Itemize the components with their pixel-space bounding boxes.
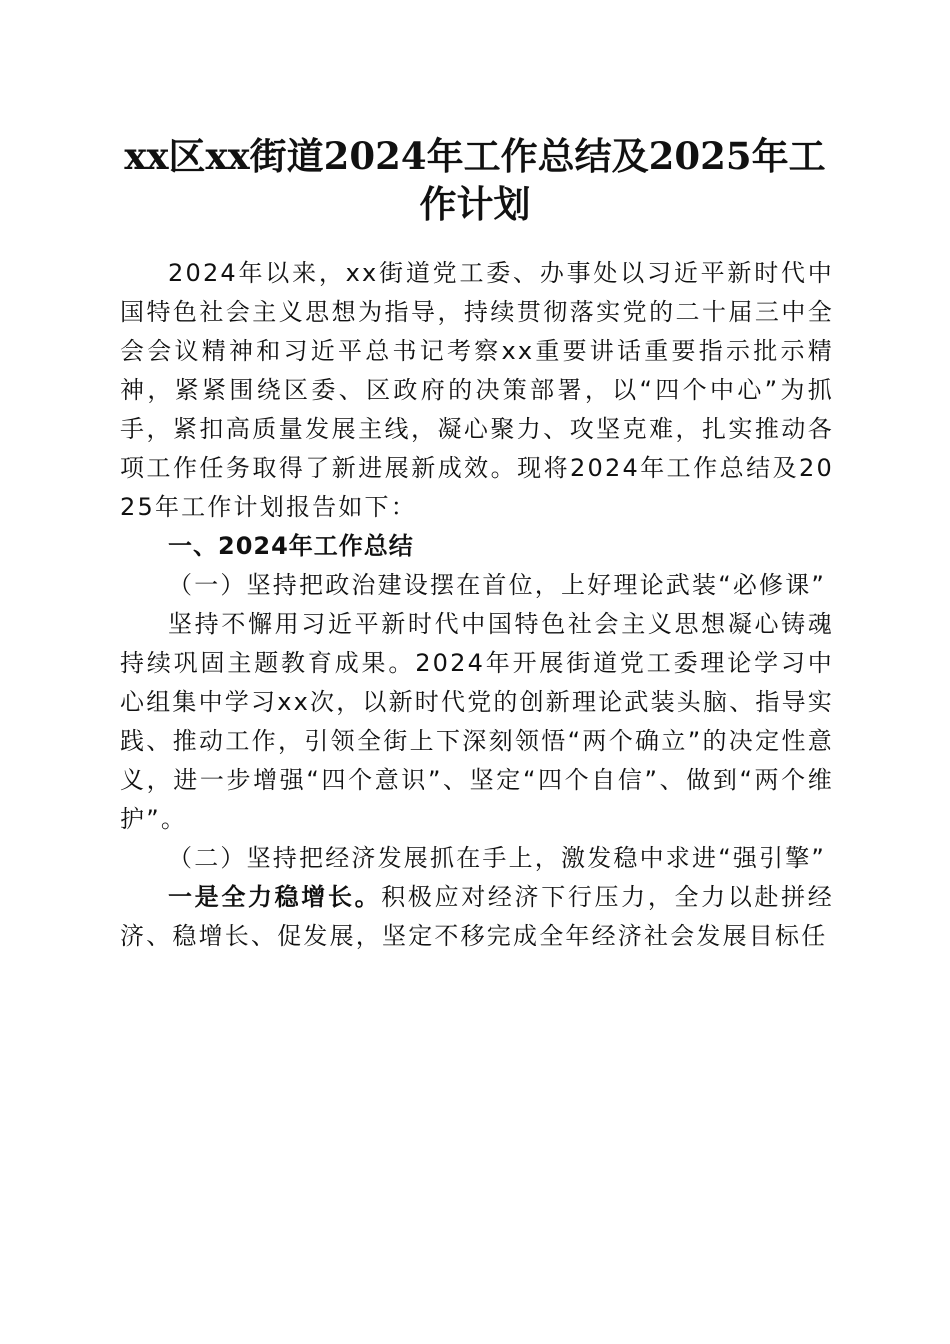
subsection-heading: （一）坚持把政治建设摆在首位，上好理论武装“必修课” — [168, 571, 827, 599]
document-body — [120, 254, 834, 956]
subsection-heading: （二）坚持把经济发展抓在手上，激发稳中求进“强引擎” — [168, 844, 827, 872]
paragraph-lead: 一是全力稳增长。 — [168, 883, 382, 911]
section-heading: 一、2024年工作总结 — [168, 532, 414, 560]
document-title: xx区xx街道2024年工作总结及2025年工作计划 — [124, 134, 826, 226]
subsection-paragraph: 坚持不懈用习近平新时代中国特色社会主义思想凝心铸魂持续巩固主题教育成果。2024年开展街道党工委理论学习中心组集中学习xx次，以新时代党的创新理论武装头脑、指导实践、推动工作，引领全街上下深刻领悟“两个确立”的决定性意义，进一步增强“四个意识”、坚定“四个自信”、做到“两个维护”。 — [120, 610, 835, 833]
intro-paragraph: 2024年以来，xx街道党工委、办事处以习近平新时代中国特色社会主义思想为指导，持续贯彻落实党的二十届三中全会会议精神和习近平总书记考察xx重要讲话重要指示批示精神，紧紧围绕区委、区政府的决策部署，以“四个中心”为抓手，紧扣高质量发展主线，凝心聚力、攻坚克难，扎实推动各项工作任务取得了新进展新成效。现将2024年工作总结及2025年工作计划报告如下： — [120, 259, 834, 521]
subsection-paragraph — [120, 878, 834, 956]
paragraph-text: 积极应对经济下行压力，全力以赴拼经济、稳增长、促发展，坚定不移完成全年经济社会发展目标任 — [120, 883, 834, 950]
